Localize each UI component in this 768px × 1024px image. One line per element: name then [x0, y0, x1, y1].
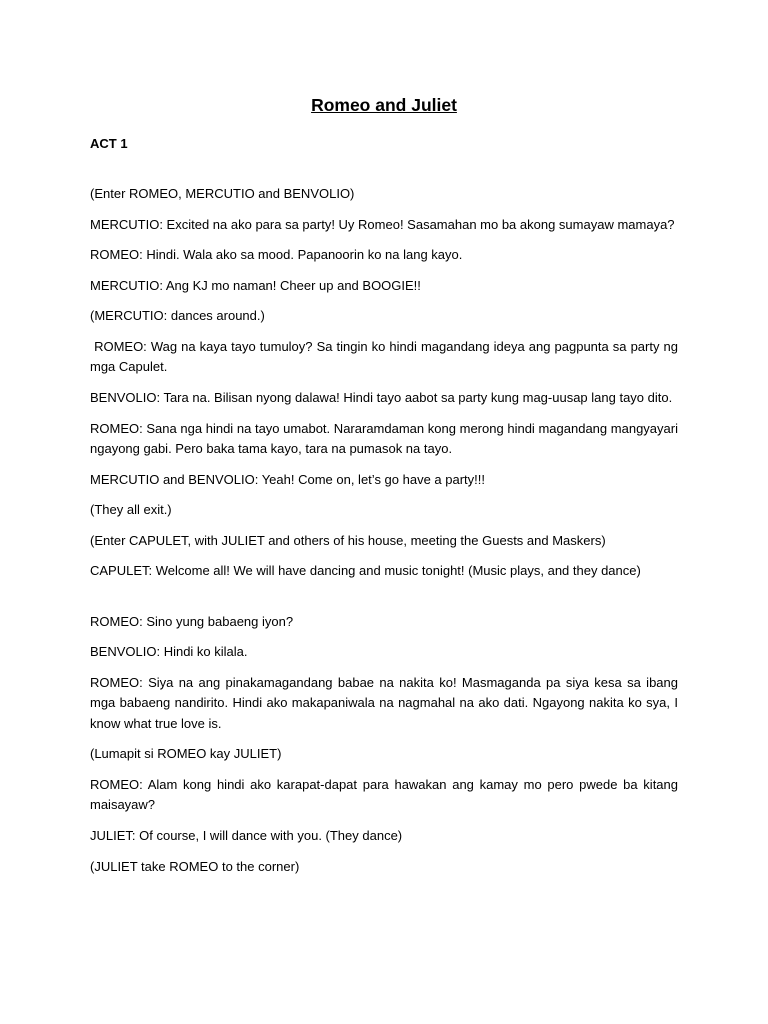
act-heading: ACT 1 — [90, 136, 128, 151]
script-line: (Enter ROMEO, MERCUTIO and BENVOLIO) — [90, 186, 355, 201]
script-line: ROMEO: Hindi. Wala ako sa mood. Papanoorin ko na lang kayo. — [90, 247, 463, 263]
script-line: BENVOLIO: Tara na. Bilisan nyong dalawa! Hindi tayo aabot sa party kung mag-uusap lang tayo dito. — [90, 389, 673, 405]
document-title: Romeo and Juliet — [311, 95, 457, 115]
script-line: (Lumapit si ROMEO kay JULIET) — [90, 746, 282, 762]
script-line: (MERCUTIO: dances around.) — [90, 308, 265, 324]
script-line: (JULIET take ROMEO to the corner) — [90, 858, 300, 874]
script-line: (They all exit.) — [90, 502, 172, 518]
script-line: (Enter CAPULET, with JULIET and others of his house, meeting the Guests and Maskers) — [90, 532, 606, 548]
script-line: JULIET: Of course, I will dance with you. (They dance) — [90, 827, 403, 843]
script-line: ROMEO: Wag na kaya tayo tumuloy? Sa tingin ko hindi magandang ideya ang pagpunta sa party ng mga Capulet. — [90, 338, 682, 375]
script-line: ROMEO: Siya na ang pinakamagandang babae na nakita ko! Masmaganda pa siya kesa sa ibang mga babaeng nandirito. Hindi ako makapaniwala na nagmahal na ako dati. Ngayong nakita ko sya, I know what true love is. — [90, 674, 678, 731]
script-line: ROMEO: Sino yung babaeng iyon? — [90, 613, 294, 629]
script-line: BENVOLIO: Hindi ko kilala. — [90, 644, 248, 660]
script-line: MERCUTIO: Excited na ako para sa party! Uy Romeo! Sasamahan mo ba akong sumayaw mamaya? — [90, 216, 675, 232]
script-line: MERCUTIO: Ang KJ mo naman! Cheer up and BOOGIE!! — [90, 277, 421, 293]
script-line: ROMEO: Alam kong hindi ako karapat-dapat para hawakan ang kamay mo pero pwede ba kitang maisayaw? — [90, 776, 678, 813]
script-line: MERCUTIO and BENVOLIO: Yeah! Come on, let’s go have a party!!! — [90, 471, 486, 487]
script-line: ROMEO: Sana nga hindi na tayo umabot. Nararamdaman kong merong hindi magandang mangyayari ngayong gabi. Pero baka tama kayo, tara na pumasok na tayo. — [90, 420, 678, 456]
script-line: CAPULET: Welcome all! We will have dancing and music tonight! (Music plays, and they dance) — [90, 563, 641, 579]
